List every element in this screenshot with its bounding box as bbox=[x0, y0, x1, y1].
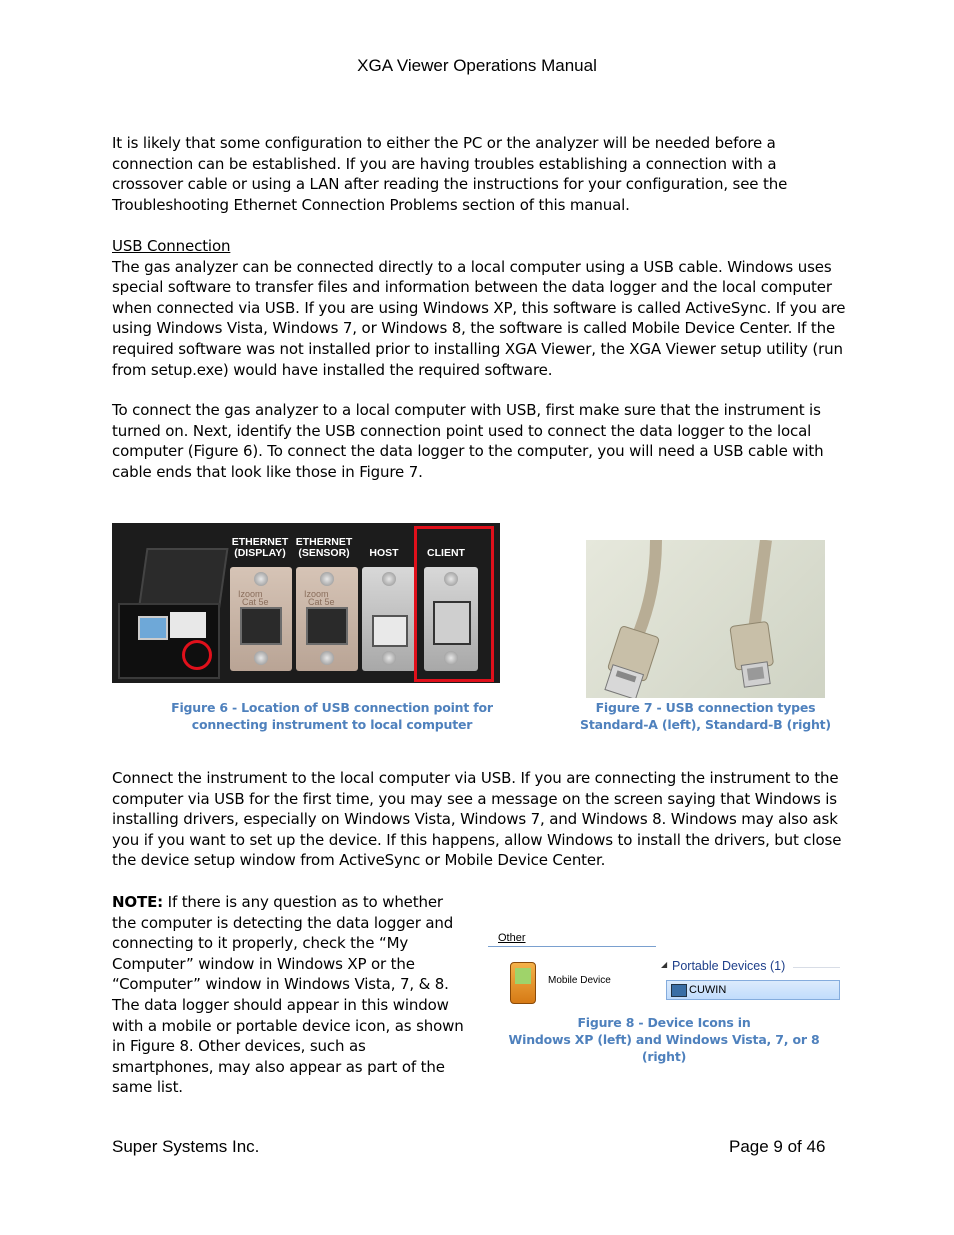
label-ethernet-display: ETHERNET (DISPLAY) bbox=[231, 536, 289, 559]
footer-page-number: Page 9 of 46 bbox=[729, 1137, 826, 1156]
mobile-device-icon bbox=[510, 962, 536, 1004]
label-host: HOST bbox=[369, 547, 399, 559]
jack-label: Cat 5e bbox=[242, 597, 269, 607]
intro-paragraph bbox=[112, 133, 847, 215]
figure7-caption bbox=[575, 699, 836, 733]
note-label: NOTE: bbox=[112, 893, 164, 911]
xp-group-header: Other bbox=[498, 932, 526, 944]
figure7-image bbox=[586, 540, 825, 698]
collapse-triangle-icon[interactable]: ◢ bbox=[661, 960, 668, 969]
page-header-title: XGA Viewer Operations Manual bbox=[357, 56, 597, 75]
jack-label: Cat 5e bbox=[308, 597, 335, 607]
figure7-caption-line1: Figure 7 - USB connection types bbox=[595, 700, 816, 715]
usb-heading: USB Connection bbox=[112, 237, 231, 255]
ethernet-display-port bbox=[230, 567, 292, 671]
usb-paragraph-1: The gas analyzer can be connected directly to a local computer using a USB cable. Windows uses special software to transfer files and information between the data logger and the local computer when connected via USB. If you are using Windows XP, this software is called ActiveSync. If you are using Windows Vista, Windows 7, or Windows 8, the software is called Mobile Device Center. If the required software was not installed prior to installing XGA Viewer, the XGA Viewer setup utility (run from setup.exe) would have installed the required software. bbox=[112, 257, 846, 379]
connect-paragraph bbox=[112, 768, 847, 871]
figure6-image bbox=[112, 523, 500, 683]
ethernet-jack bbox=[240, 607, 282, 645]
usb-host-port bbox=[362, 567, 416, 671]
ethernet-jack bbox=[306, 607, 348, 645]
brand-text: Izoom bbox=[238, 589, 263, 599]
figure6-caption-line1: Figure 6 - Location of USB connection point for bbox=[171, 700, 493, 715]
figure8-caption-line2: Windows XP (left) and Windows Vista, 7, or 8 (right) bbox=[508, 1032, 820, 1064]
usb-a-socket bbox=[372, 615, 408, 647]
label-client: CLIENT bbox=[427, 547, 465, 559]
usb-cables-illustration bbox=[586, 540, 825, 698]
win7-group-header[interactable]: Portable Devices (1) bbox=[672, 959, 786, 973]
intro-text: It is likely that some configuration to either the PC or the analyzer will be needed before a connection can be established. If you are having troubles establishing a connection with a crossover cable or using a LAN after reading the instructions for your configuration, see the Troubleshooting Ethernet Connection Problems section of this manual. bbox=[112, 134, 788, 214]
win7-device-row[interactable] bbox=[666, 980, 840, 1000]
connect-text: Connect the instrument to the local computer via USB. If you are connecting the instrument to the computer via USB for the first time, you may see a message on the screen saying that Windows is installing drivers, especially on Windows Vista, Windows 7, and Windows 8. Windows may also ask you if you want to set up the device. If this happens, allow Windows to install the drivers, but close the device setup window from ActiveSync or Mobile Device Center. bbox=[112, 769, 842, 870]
figure6-caption bbox=[112, 699, 552, 733]
footer-company: Super Systems Inc. bbox=[112, 1137, 260, 1156]
ethernet-sensor-port bbox=[296, 567, 358, 671]
figure8-image bbox=[488, 930, 840, 1010]
instrument-case-illustration bbox=[112, 548, 222, 683]
xp-mobile-device-label[interactable]: Mobile Device bbox=[548, 975, 611, 986]
label-ethernet-sensor: ETHERNET (SENSOR) bbox=[295, 536, 353, 559]
figure7-caption-line2: Standard-A (left), Standard-B (right) bbox=[580, 717, 831, 732]
note-paragraph bbox=[112, 892, 464, 1098]
usb-paragraph-2-block bbox=[112, 400, 847, 482]
figure8-caption-line1: Figure 8 - Device Icons in bbox=[577, 1015, 751, 1030]
usb-section bbox=[112, 236, 847, 380]
usb-paragraph-2: To connect the gas analyzer to a local computer with USB, first make sure that the instrument is turned on. Next, identify the USB connection point used to connect the data logger to the local computer (Figure 6). To connect the data logger to the computer, you will need a USB cable with cable ends that look like those in Figure 7. bbox=[112, 401, 824, 481]
client-highlight-box bbox=[414, 526, 494, 682]
figure6-caption-line2: connecting instrument to local computer bbox=[191, 717, 473, 732]
portable-device-icon bbox=[671, 984, 687, 997]
note-text: If there is any question as to whether the computer is detecting the data logger and connecting to it properly, check the “My Computer” window in Windows XP or the “Computer” window in Windows Vista, 7, & 8. The data logger should appear in this window with a mobile or portable device icon, as shown in Figure 8. Other devices, such as smartphones, may also appear as part of the same list. bbox=[112, 893, 464, 1097]
win7-group-divider bbox=[793, 967, 840, 968]
brand-text: Izoom bbox=[304, 589, 329, 599]
figure8-caption bbox=[488, 1014, 840, 1065]
xp-group-divider bbox=[488, 946, 656, 947]
usb-location-circle bbox=[182, 640, 212, 670]
win7-device-label: CUWIN bbox=[689, 984, 727, 996]
